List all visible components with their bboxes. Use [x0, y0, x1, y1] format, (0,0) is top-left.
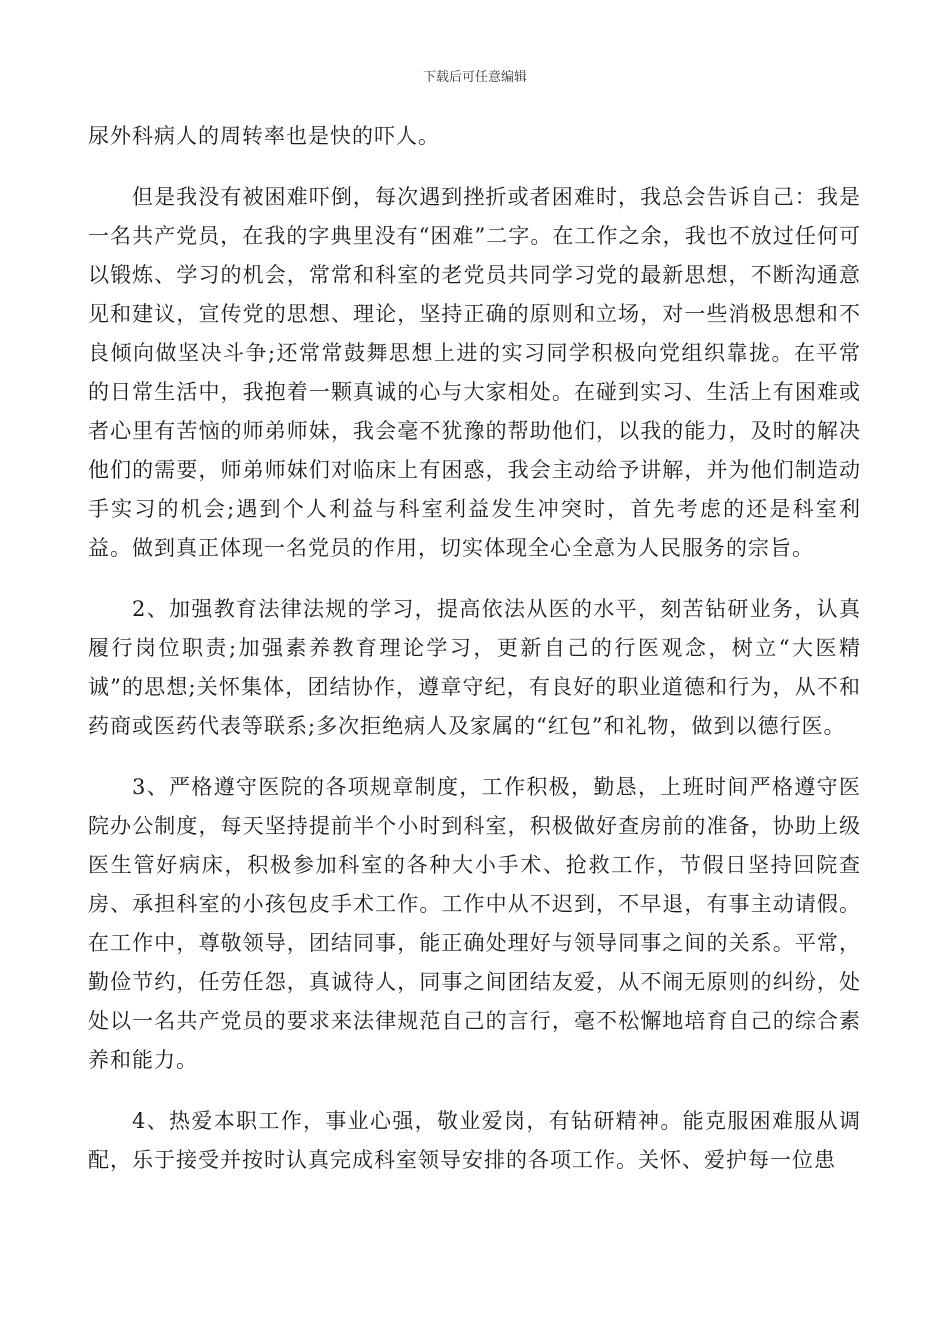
paragraph-item-2: 2、加强教育法律法规的学习，提高依法从医的水平，刻苦钻研业务，认真履行岗位职责;加强素养教育理论学习，更新自己的行医观念，树立“大医精诚”的思想;关怀集体，团结协作，遵章守纪，有良好的职业道德和行为，从不和药商或医药代表等联系;多次拒绝病人及家属的“红包”和礼物，做到以德行医。 — [88, 597, 861, 738]
paragraph-continuation: 尿外科病人的周转率也是快的吓人。 — [88, 124, 440, 148]
paragraph-item-3: 3、严格遵守医院的各项规章制度，工作积极，勤恳，上班时间严格遵守医院办公制度，每天坚持提前半个小时到科室，积极做好查房前的准备，协助上级医生管好病床，积极参加科室的各种大小手术、抢救工作，节假日坚持回院查房、承担科室的小孩包皮手术工作。工作中从不迟到，不早退，有事主动请假。在工作中，尊敬领导，团结同事，能正确处理好与领导同事之间的关系。平常，勤俭节约，任劳任怨，真诚待人，同事之间团结友爱，从不闹无原则的纠纷，处处以一名共产党员的要求来法律规范自己的言行，毫不松懈地培育自己的综合素养和能力。 — [88, 775, 861, 1072]
paragraph-item-4: 4、热爱本职工作，事业心强，敬业爱岗，有钻研精神。能克服困难服从调配，乐于接受并按时认真完成科室领导安排的各项工作。关怀、爱护每一位患 — [88, 1109, 861, 1172]
header-note: 下载后可任意编辑 — [422, 70, 527, 85]
paragraph-party-member: 但是我没有被困难吓倒，每次遇到挫折或者困难时，我总会告诉自己：我是一名共产党员，在我的字典里没有“困难”二字。在工作之余，我也不放过任何可以锻炼、学习的机会，常常和科室的老党员共同学习党的最新思想，不断沟通意见和建议，宣传党的思想、理论，坚持正确的原则和立场，对一些消极思想和不良倾向做坚决斗争;还常常鼓舞思想上进的实习同学积极向党组织靠拢。在平常的日常生活中，我抱着一颗真诚的心与大家相处。在碰到实习、生活上有困难或者心里有苦恼的师弟师妹，我会毫不犹豫的帮助他们，以我的能力，及时的解决他们的需要，师弟师妹们对临床上有困惑，我会主动给予讲解，并为他们制造动手实习的机会;遇到个人利益与科室利益发生冲突时，首先考虑的还是科室利益。做到真正体现一名党员的作用，切实体现全心全意为人民服务的宗旨。 — [88, 185, 861, 560]
document-body — [88, 117, 861, 1202]
